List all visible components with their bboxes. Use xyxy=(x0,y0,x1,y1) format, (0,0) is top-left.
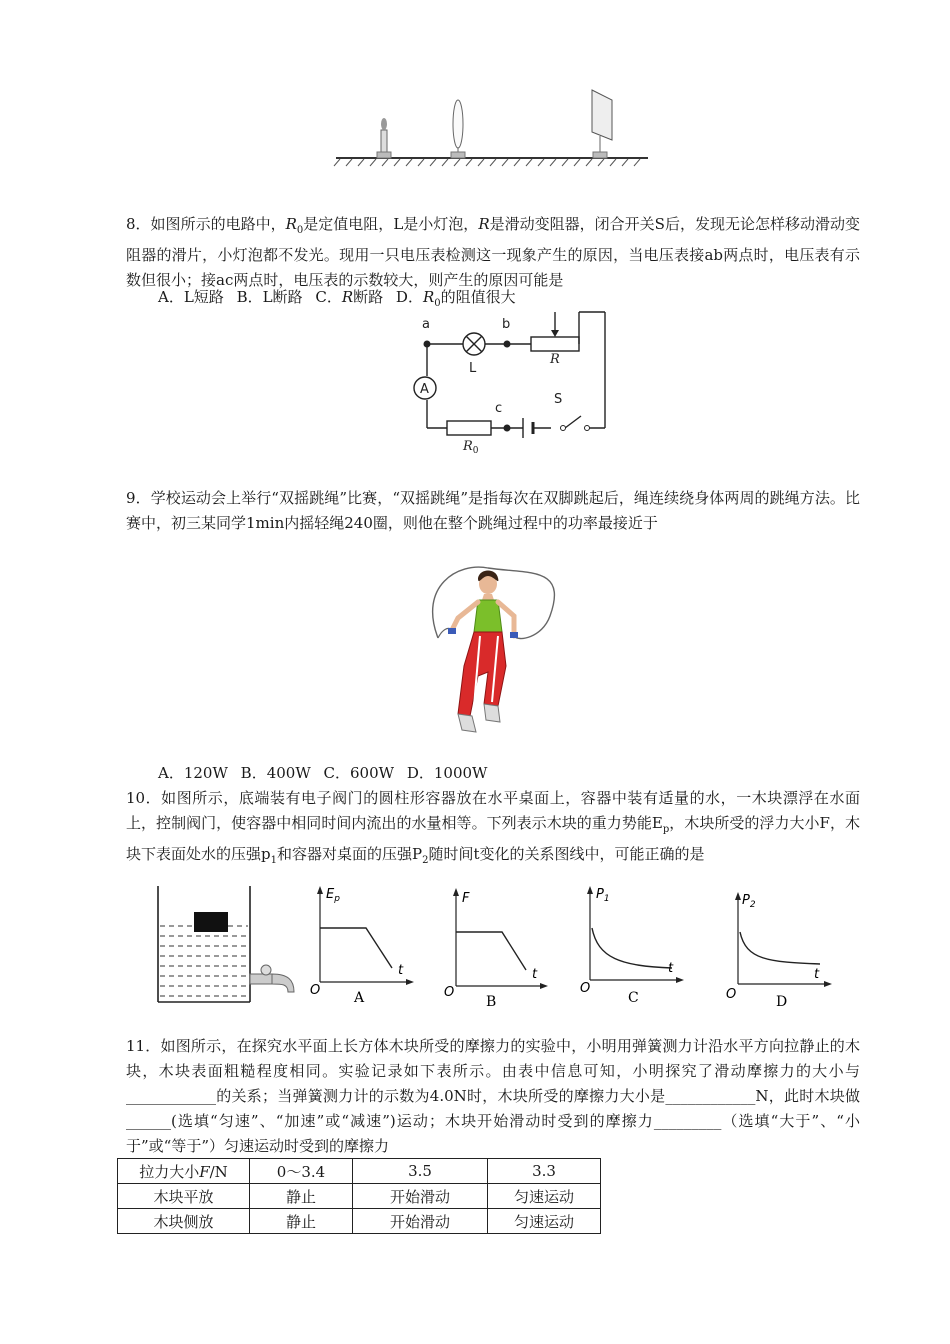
graph-c-letter: C xyxy=(628,990,639,1006)
graph-a-origin: O xyxy=(310,983,321,998)
question-9-options xyxy=(158,762,495,783)
table-cell: 木块侧放 xyxy=(118,1209,250,1234)
friction-data-table xyxy=(117,1158,601,1234)
jump-rope-illustration xyxy=(418,556,566,746)
graph-c-origin: O xyxy=(580,981,591,996)
table-cell: 匀速运动 xyxy=(488,1184,601,1209)
graph-b xyxy=(444,882,556,1008)
table-header-row xyxy=(118,1159,601,1184)
option-a[interactable]: A．L短路 xyxy=(158,288,224,306)
node-b-label: b xyxy=(502,317,511,332)
table-header-cell: 3.3 xyxy=(488,1159,601,1184)
graph-a xyxy=(308,882,420,1008)
table-header-cell: 0～3.4 xyxy=(250,1159,353,1184)
option-b[interactable]: B．L断路 xyxy=(236,288,303,306)
graph-d-letter: D xyxy=(776,994,788,1010)
graph-d-origin: O xyxy=(726,987,737,1002)
graph-b-origin: O xyxy=(444,985,455,1000)
graph-c xyxy=(580,882,692,1008)
switch-label: S xyxy=(554,392,563,407)
table-cell: 开始滑动 xyxy=(353,1209,488,1234)
table-header-cell: 拉力大小F/N xyxy=(118,1159,250,1184)
table-header-cell: 3.5 xyxy=(353,1159,488,1184)
question-9-text: 9．学校运动会上举行“双摇跳绳”比赛，“双摇跳绳”是指每次在双脚跳起后，绳连续绕身体两周的跳绳方法。比赛中，初三某同学1min内摇轻绳240圈，则他在整个跳绳过程中的功率最接近于 xyxy=(126,489,860,532)
option-d[interactable]: D．$R_0$的阻值很大 xyxy=(395,288,516,309)
question-8-options xyxy=(158,286,524,309)
table-cell: 静止 xyxy=(250,1184,353,1209)
rheostat-label: R xyxy=(550,352,560,367)
resistor-r0-label: $R_0$ xyxy=(463,439,479,456)
option-a[interactable]: A．120W xyxy=(158,764,228,782)
table-row xyxy=(118,1184,601,1209)
table-cell: 静止 xyxy=(250,1209,353,1234)
graph-d xyxy=(726,882,838,1012)
option-d[interactable]: D．1000W xyxy=(406,764,488,782)
graph-d-x-label: t xyxy=(814,967,820,982)
water-container-figure xyxy=(150,880,300,1008)
graph-c-x-label: t xyxy=(668,961,674,976)
graph-b-letter: B xyxy=(486,994,497,1008)
option-c[interactable]: C．R断路 xyxy=(315,288,384,306)
graph-a-letter: A xyxy=(354,990,365,1006)
graph-b-y-label: F xyxy=(462,891,470,906)
ammeter-label: A xyxy=(420,382,429,397)
question-11-text: 11．如图所示，在探究水平面上长方体木块所受的摩擦力的实验中，小明用弹簧测力计沿水平方向拉静止的木块，木块表面粗糙程度相同。实验记录如下表所示。由表中信息可知，小明探究了滑动摩擦力的大小与____________的关系；当弹簧测力计的示数为4.0N时，木块所受的摩擦力大小是____________N，此时木块做______(选填“匀速”、“加速”或“减速”)运动；木块开始滑动时受到的摩擦力_________（选填“大于”、“小于”或“等于”）匀速运动时受到的摩擦力 xyxy=(126,1037,860,1155)
svg-text:Ep: $E_p$ xyxy=(326,887,340,904)
question-8-text: 8．如图所示的电路中，$R_0$是定值电阻，L是小灯泡，R是滑动变阻器，闭合开关S后，发现无论怎样移动滑动变阻器的滑片，小灯泡都不发光。现用一只电压表检测这一现象产生的原因，当电压表接ab两点时，电压表有示数但很小；接ac两点时，电压表的示数较大，则产生的原因可能是 xyxy=(126,215,861,289)
option-b[interactable]: B．400W xyxy=(240,764,311,782)
graph-b-x-label: t xyxy=(532,967,538,982)
graph-d-y-label: $P_2$ xyxy=(742,893,756,910)
question-10-text: 10．如图所示，底端装有电子阀门的圆柱形容器放在水平桌面上，容器中装有适量的水，一木块漂浮在水面上，控制阀门，使容器中相同时间内流出的水量相等。下列表示木块的重力势能$E_p$，木块所受的浮力大小F，木块下表面处水的压强$p_1$和容器对桌面的压强$P_2$随时间t变化的关系图线中，可能正确的是 xyxy=(126,789,860,866)
table-cell: 开始滑动 xyxy=(353,1184,488,1209)
option-c[interactable]: C．600W xyxy=(323,764,395,782)
table-cell: 匀速运动 xyxy=(488,1209,601,1234)
lamp-label: L xyxy=(469,361,477,376)
graph-a-x-label: t xyxy=(398,963,404,978)
graph-a-y-label: E xyxy=(326,887,335,902)
optical-bench-figure xyxy=(330,86,660,196)
graph-c-y-label: $P_1$ xyxy=(596,887,610,904)
node-c-label: c xyxy=(495,401,503,416)
table-cell: 木块平放 xyxy=(118,1184,250,1209)
node-a-label: a xyxy=(422,317,430,332)
circuit-diagram xyxy=(405,308,615,460)
table-row xyxy=(118,1209,601,1234)
